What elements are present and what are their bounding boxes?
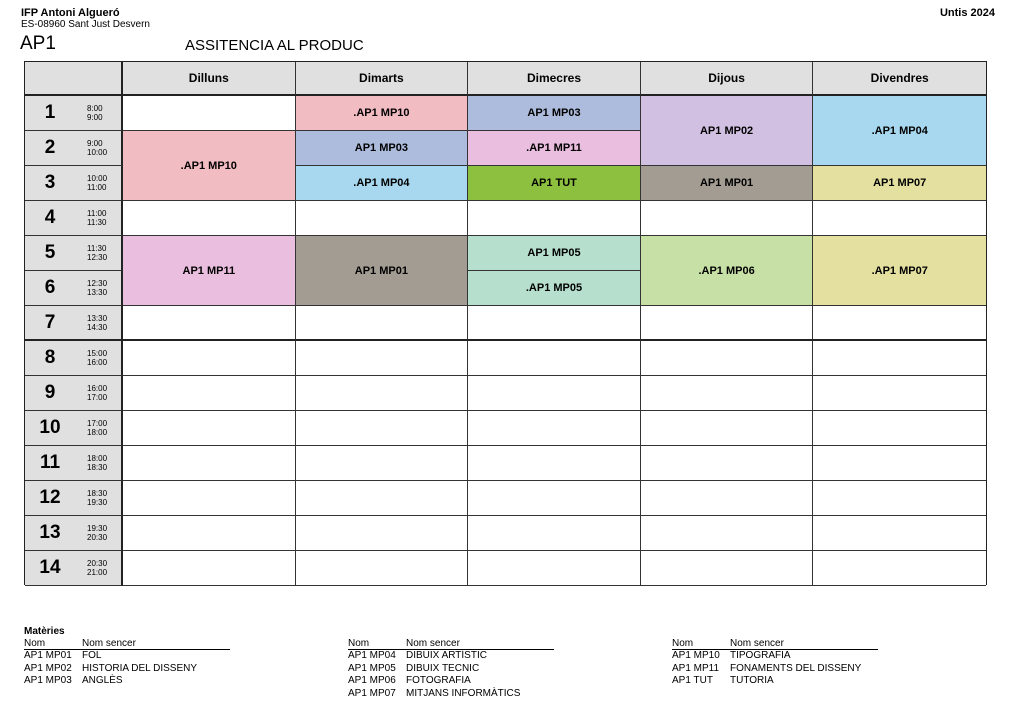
- period-label: [25, 306, 123, 341]
- period-times: [87, 139, 107, 157]
- lesson-block[interactable]: .AP1 MP07: [813, 236, 986, 306]
- period-label: [25, 551, 123, 586]
- period-end-time: 11:30: [87, 218, 107, 227]
- period-number: 2: [44, 137, 56, 158]
- period-start-time: 8:00: [87, 104, 103, 113]
- empty-slot: [123, 446, 296, 481]
- subject-code: AP1 MP02: [24, 662, 72, 674]
- empty-slot: [468, 306, 641, 341]
- empty-slot: [123, 376, 296, 411]
- period-number: 11: [39, 452, 61, 473]
- period-end-time: 12:30: [87, 253, 108, 262]
- subject-code: AP1 MP05: [348, 662, 396, 674]
- empty-slot: [641, 376, 814, 411]
- empty-slot: [813, 516, 986, 551]
- empty-slot: [813, 341, 986, 376]
- empty-slot: [123, 201, 296, 236]
- school-name: IFP Antoni Algueró: [21, 7, 120, 19]
- empty-slot: [641, 201, 814, 236]
- legend-row: [24, 675, 230, 688]
- empty-slot: [296, 201, 469, 236]
- lesson-block[interactable]: .AP1 MP05: [468, 271, 641, 306]
- subject-name: TUTORIA: [730, 675, 774, 686]
- lesson-block[interactable]: AP1 MP02: [641, 96, 814, 166]
- period-end-time: 13:30: [87, 288, 108, 297]
- period-start-time: 18:00: [87, 454, 108, 463]
- empty-slot: [123, 411, 296, 446]
- empty-slot: [468, 201, 641, 236]
- empty-slot: [296, 551, 469, 586]
- period-times: [87, 454, 107, 472]
- lesson-block[interactable]: AP1 TUT: [468, 166, 641, 201]
- empty-slot: [123, 551, 296, 586]
- legend-header-full: Nom sencer: [406, 638, 460, 649]
- period-end-time: 21:00: [87, 568, 108, 577]
- legend-row: [348, 688, 554, 701]
- subject-name: TIPOGRAFIA: [730, 650, 791, 661]
- empty-slot: [813, 306, 986, 341]
- class-title: ASSITENCIA AL PRODUC: [185, 37, 364, 54]
- period-end-time: 17:00: [87, 393, 108, 402]
- empty-slot: [641, 446, 814, 481]
- empty-slot: [123, 341, 296, 376]
- empty-slot: [468, 341, 641, 376]
- empty-slot: [296, 516, 469, 551]
- legend-header-short: Nom: [348, 638, 370, 649]
- subject-name: DIBUIX ARTÍSTIC: [406, 650, 487, 661]
- empty-slot: [468, 516, 641, 551]
- empty-slot: [641, 306, 814, 341]
- legend-row: [348, 675, 554, 688]
- period-number: 13: [39, 522, 61, 543]
- period-times: [87, 384, 107, 402]
- subject-name: ANGLÈS: [82, 675, 123, 686]
- empty-slot: [468, 376, 641, 411]
- legend-row: [24, 650, 230, 663]
- period-label: [25, 236, 123, 271]
- empty-slot: [813, 446, 986, 481]
- period-times: [87, 279, 107, 297]
- period-number: 1: [44, 102, 56, 123]
- period-label: [25, 376, 123, 411]
- legend-header-short: Nom: [672, 638, 694, 649]
- period-end-time: 10:00: [87, 148, 108, 157]
- lesson-block[interactable]: .AP1 MP10: [296, 96, 469, 131]
- empty-slot: [641, 516, 814, 551]
- grid-corner: [25, 62, 123, 96]
- subject-code: AP1 TUT: [672, 675, 713, 686]
- subject-code: AP1 MP06: [348, 675, 396, 686]
- day-header-3: Dimecres: [468, 62, 641, 96]
- period-end-time: 20:30: [87, 533, 108, 542]
- empty-slot: [296, 341, 469, 376]
- legend-header: [672, 638, 878, 650]
- period-number: 4: [44, 207, 56, 228]
- day-header-1: Dilluns: [123, 62, 296, 96]
- lesson-block[interactable]: .AP1 MP04: [813, 96, 986, 166]
- period-number: 6: [44, 277, 56, 298]
- empty-slot: [296, 481, 469, 516]
- lesson-block[interactable]: .AP1 MP04: [296, 166, 469, 201]
- legend-row: [24, 663, 230, 676]
- period-end-time: 19:30: [87, 498, 108, 507]
- class-code: AP1: [20, 33, 56, 54]
- legend-column: [24, 638, 230, 688]
- period-start-time: 15:00: [87, 349, 108, 358]
- empty-slot: [468, 551, 641, 586]
- period-number: 12: [39, 487, 61, 508]
- period-times: [87, 314, 107, 332]
- period-number: 10: [39, 417, 61, 438]
- empty-slot: [123, 481, 296, 516]
- legend-row: [348, 663, 554, 676]
- period-number: 3: [44, 172, 56, 193]
- period-end-time: 16:00: [87, 358, 108, 367]
- subject-name: DIBUIX TECNIC: [406, 662, 480, 674]
- subject-code: AP1 MP11: [672, 662, 720, 674]
- empty-slot: [813, 551, 986, 586]
- empty-slot: [468, 411, 641, 446]
- period-start-time: 11:00: [87, 209, 107, 218]
- lesson-block[interactable]: .AP1 MP10: [123, 131, 296, 201]
- subject-name: FOTOGRAFIA: [406, 675, 471, 686]
- lesson-block[interactable]: AP1 MP07: [813, 166, 986, 201]
- empty-slot: [641, 481, 814, 516]
- legend-header-full: Nom sencer: [730, 638, 784, 649]
- period-label: [25, 411, 123, 446]
- period-start-time: 20:30: [87, 559, 108, 568]
- period-start-time: 10:00: [87, 174, 108, 183]
- lesson-block[interactable]: .AP1 MP11: [468, 131, 641, 166]
- empty-slot: [123, 306, 296, 341]
- period-times: [87, 489, 107, 507]
- legend-header-short: Nom: [24, 638, 46, 649]
- period-start-time: 9:00: [87, 139, 103, 148]
- subject-code: AP1 MP01: [24, 650, 72, 661]
- subject-name: MITJANS INFORMÀTICS: [406, 687, 521, 699]
- empty-slot: [813, 411, 986, 446]
- empty-slot: [296, 446, 469, 481]
- empty-slot: [468, 446, 641, 481]
- legend-title: Matèries: [24, 626, 65, 637]
- lesson-block[interactable]: AP1 MP03: [468, 96, 641, 131]
- period-times: [87, 244, 107, 262]
- subject-code: AP1 MP04: [348, 650, 396, 661]
- legend-header: [348, 638, 554, 650]
- period-label: [25, 516, 123, 551]
- period-number: 5: [44, 242, 56, 263]
- lesson-block[interactable]: AP1 MP03: [296, 131, 469, 166]
- empty-slot: [296, 411, 469, 446]
- lesson-block[interactable]: AP1 MP01: [296, 236, 469, 306]
- period-number: 14: [39, 557, 61, 578]
- legend-row: [672, 675, 878, 688]
- period-start-time: 17:00: [87, 419, 108, 428]
- empty-slot: [813, 376, 986, 411]
- period-times: [87, 209, 106, 227]
- subject-name: FOL: [82, 650, 102, 661]
- period-end-time: 18:00: [87, 428, 108, 437]
- day-header-5: Divendres: [813, 62, 986, 96]
- period-times: [87, 104, 103, 122]
- period-label: [25, 166, 123, 201]
- period-times: [87, 524, 107, 542]
- empty-slot: [123, 96, 296, 131]
- day-header-4: Dijous: [641, 62, 814, 96]
- empty-slot: [641, 411, 814, 446]
- period-times: [87, 349, 107, 367]
- period-start-time: 18:30: [87, 489, 108, 498]
- subject-name: FONAMENTS DEL DISSENY: [730, 662, 862, 674]
- subject-code: AP1 MP03: [24, 675, 72, 686]
- legend-column: [348, 638, 554, 700]
- period-end-time: 18:30: [87, 463, 108, 472]
- period-start-time: 13:30: [87, 313, 108, 323]
- period-end-time: 9:00: [87, 113, 103, 122]
- period-label: [25, 96, 123, 131]
- period-number: 9: [44, 382, 56, 403]
- period-label: [25, 481, 123, 516]
- lesson-block[interactable]: AP1 MP01: [641, 166, 814, 201]
- empty-slot: [468, 481, 641, 516]
- empty-slot: [296, 376, 469, 411]
- lesson-block[interactable]: AP1 MP05: [468, 236, 641, 271]
- empty-slot: [296, 306, 469, 341]
- period-label: [25, 201, 123, 236]
- subject-code: AP1 MP07: [348, 687, 396, 699]
- lesson-block[interactable]: .AP1 MP06: [641, 236, 814, 306]
- empty-slot: [813, 201, 986, 236]
- legend-row: [348, 650, 554, 663]
- software-version: Untis 2024: [939, 7, 995, 19]
- period-label: [25, 131, 123, 166]
- period-label: [25, 341, 123, 376]
- empty-slot: [813, 481, 986, 516]
- legend-column: [672, 638, 878, 688]
- empty-slot: [641, 551, 814, 586]
- lesson-block[interactable]: AP1 MP11: [123, 236, 296, 306]
- period-start-time: 11:30: [87, 244, 107, 253]
- legend-row: [672, 650, 878, 663]
- timetable-grid: [24, 61, 987, 585]
- period-label: [25, 446, 123, 481]
- school-address: ES-08960 Sant Just Desvern: [21, 19, 150, 30]
- period-end-time: 14:30: [87, 322, 108, 332]
- period-start-time: 19:30: [87, 524, 108, 533]
- period-number: 8: [44, 347, 56, 368]
- period-label: [25, 271, 123, 306]
- day-header-2: Dimarts: [296, 62, 469, 96]
- period-number: 7: [44, 311, 56, 333]
- empty-slot: [123, 516, 296, 551]
- legend-row: [672, 663, 878, 676]
- legend-header: [24, 638, 230, 650]
- period-start-time: 16:00: [87, 384, 108, 393]
- period-times: [87, 419, 107, 437]
- subject-code: AP1 MP10: [672, 650, 720, 661]
- period-times: [87, 174, 107, 192]
- subject-name: HISTORIA DEL DISSENY: [82, 662, 198, 674]
- period-start-time: 12:30: [87, 279, 108, 288]
- period-times: [87, 559, 107, 577]
- period-end-time: 11:00: [87, 183, 107, 192]
- legend-header-full: Nom sencer: [82, 638, 136, 649]
- empty-slot: [641, 341, 814, 376]
